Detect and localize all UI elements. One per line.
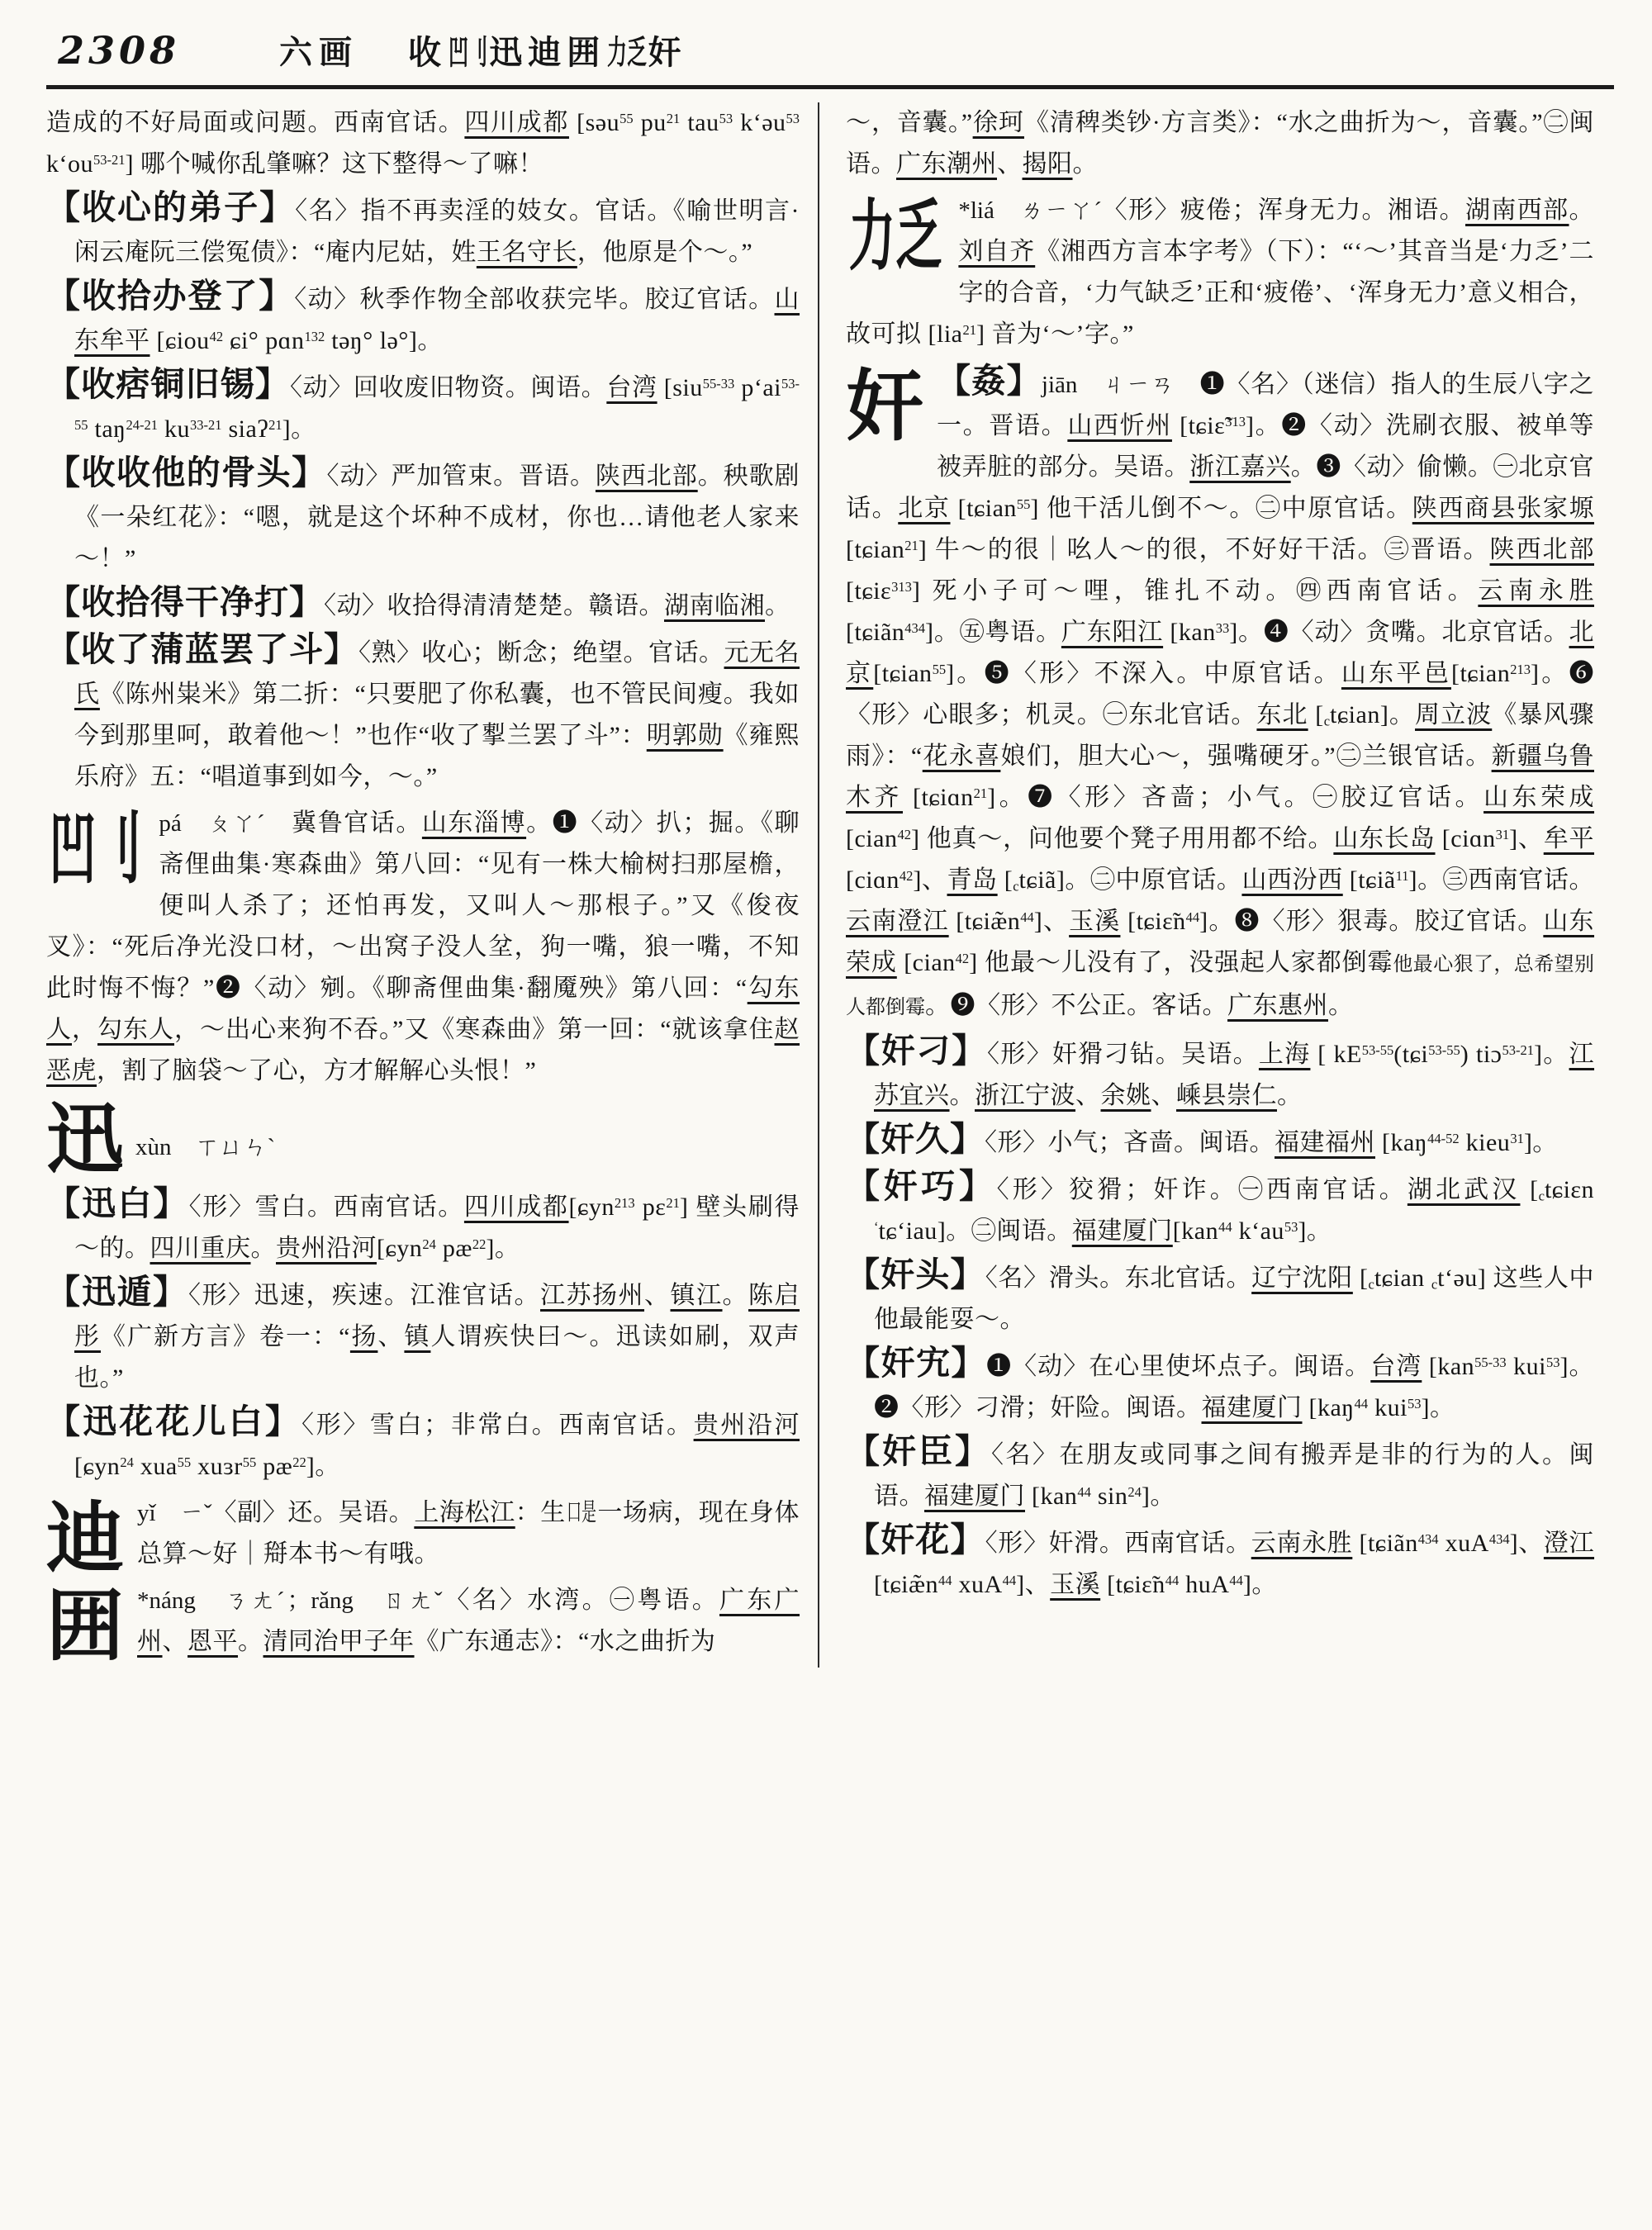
proper-noun: 四川重庆 — [150, 1235, 251, 1262]
dict-entry: 【奸久】〈形〉小气；吝啬。闽语。福建福州 [kaŋ$^{44-52}$ kieu$^{31}$]。 — [846, 1120, 1558, 1158]
proper-noun: 湖南临湘 — [664, 592, 765, 619]
entry-headword: 【奸宄】 — [846, 1344, 987, 1382]
pronunciation: jiān ㄐㄧㄢ — [1041, 372, 1175, 398]
dict-entry: 奸 【姦】jiān ㄐㄧㄢ ❶〈名〉（迷信）指人的生辰八字之一。晋语。山西忻州 [tɕiɛ̃$^{313}$]。❷〈动〉洗刷衣服、被单等被弄脏的部分。吴语。浙江嘉兴。❸〈动〉偷懒。㊀北京官话。北京 [tɕian$^{55}$] 他干活儿倒不～。㊁中原官话。陕西商县张家塬 [tɕian$^{21}$] 牛～的很｜吆人～的很，不好好干活。㊂晋语。陕西北部 [tɕiɛ$^{313}$] 死小子可～哩，锥扎不动。㊃西南官话。云南永胜 [tɕiãn$^{434}$]。㊄粤语。广东阳江 [kan$^{33}$]。❹〈动〉贪嘴。北京官话。北京[tɕian$^{55}$]。❺〈形〉不深入。中原官话。山东平邑[tɕian$^{213}$]。❻〈形〉心眼多；机灵。㊀东北官话。东北 $[_ctɕian]$。周立波《暴风骤雨》：“花永喜娘们，胆大心～，强嘴硬牙。”㊁兰银官话。新疆乌鲁木齐 [tɕiɑn$^{21}$]。❼〈形〉吝啬；小气。㊀胶辽官话。山东荣成 [cian$^{42}$] 他真～，问他要个凳子用用都不给。山东长岛 [ciɑn$^{31}$]、牟平 [ciɑn$^{42}$]、青岛 $[_ctɕiã]$。㊁中原官话。山西汾西 [tɕiã$^{11}$]。㊂西南官话。云南澄江 $[tɕiæ̃n^{44}]$、玉溪 $[tɕiɛ̃n^{44}]$。❽〈形〉狠毒。胶辽官话。山东荣成 [cian$^{42}$] 他最～儿没有了，没强起人家都倒霉他最心狠了，总希望别人都倒霉。❾〈形〉不公正。客话。广东惠州。 — [846, 362, 1595, 1019]
proper-noun: 元无名氏 — [74, 639, 800, 708]
proper-noun: 湖北武汉 — [1407, 1176, 1521, 1203]
dict-entry — [46, 1098, 800, 1184]
dict-entry: 【奸花】〈形〉奸滑。西南官话。云南永胜 [tɕiãn$^{434}$ xuA$^{434}$]、澄江 [$tɕiæ̃n^{44}$ xuA$^{44}$]、玉溪 [$tɕiɛ̃n^{44}$ huA$^{44}$]。 — [846, 1521, 1595, 1598]
dict-entry: 【收收他的骨头】〈动〉严加管束。晋语。陕西北部。秧歌剧《一朵红花》：“嗯，就是这个坏种不成材，你也…请他老人家来～！” — [46, 453, 800, 572]
proper-noun: 北京 — [898, 495, 951, 522]
proper-noun: 镇 — [404, 1323, 431, 1350]
dict-entry: 【迅花花儿白】〈形〉雪白；非常白。西南官话。贵州沿河 [ɕyn$^{24}$ xua$^{55}$ xuɜr$^{55}$ $pæ^{22}$]。 — [46, 1402, 800, 1480]
dict-entry: 【奸头】〈名〉滑头。东北官话。辽宁沈阳 [$_ctɕian$ $_c$t‘əu] 这些人中他最能耍～。 — [846, 1255, 1594, 1333]
proper-noun: 浙江嘉兴 — [1189, 453, 1291, 481]
proper-noun: 新疆乌鲁木齐 — [846, 743, 1594, 811]
proper-noun: 花永喜 — [922, 743, 1001, 770]
header-rule — [46, 85, 1614, 89]
entry-headword: 【奸刁】 — [846, 1032, 988, 1070]
small-text: 他最心狠了，总希望别人都倒霉 — [846, 954, 1594, 1018]
proper-noun: 台湾 — [1370, 1353, 1422, 1380]
dict-entry: 造成的不好局面或问题。西南官话。四川成都 [səu$^{55}$ $pu^{21}$ tau$^{53}$ k‘əu$^{53}$ $k‘ou^{53-21}$] 哪个喊你乱肇嘛？这下整得～了嘛！ — [46, 109, 800, 178]
proper-noun: 东北 — [1256, 701, 1308, 728]
dict-entry: 【迅白】〈形〉雪白。西南官话。四川成都[ɕyn$^{213}$ pɛ$^{21}$] 壁头刷得～的。四川重庆。贵州沿河[ɕyn$^{24}$ $pæ^{22}$]。 — [46, 1184, 800, 1262]
proper-noun: 福建福州 — [1275, 1129, 1375, 1156]
proper-noun: 北京 — [846, 619, 1595, 687]
proper-noun: 余姚 — [1100, 1082, 1151, 1109]
proper-noun: 台湾 — [606, 374, 657, 401]
proper-noun: 云南永胜 — [1478, 577, 1594, 605]
proper-noun: 陕西商县张家塬 — [1412, 495, 1595, 522]
proper-noun: 广东潮州 — [896, 150, 997, 178]
stroke-section-label: 六画 — [279, 34, 359, 71]
proper-noun: 山东荣成 — [846, 908, 1595, 976]
proper-noun: 山东长岛 — [1333, 825, 1436, 852]
dict-entry: 【奸刁】〈形〉奸猾刁钻。吴语。上海 [ $kE^{53-55}(tɕi^{53-55})$ tiɔ$^{53-21}$]。江苏宜兴。浙江宁波、余姚、嵊县崇仁。 — [846, 1032, 1595, 1109]
column-right — [818, 102, 1594, 1668]
proper-noun: 山西忻州 — [1067, 412, 1172, 439]
proper-noun: 辽宁沈阳 — [1251, 1264, 1353, 1292]
content-columns — [46, 102, 1614, 1668]
page-number: 2308 — [58, 28, 181, 73]
proper-noun: 牟平 — [1543, 825, 1595, 852]
proper-noun: 湖南西部 — [1465, 197, 1569, 224]
proper-noun: 陈启彤 — [74, 1282, 800, 1350]
proper-noun: 揭阳 — [1022, 150, 1073, 178]
proper-noun: 四川成都 — [464, 109, 569, 136]
proper-noun: 澄江 — [1543, 1530, 1595, 1557]
proper-noun: 山东荣成 — [1483, 784, 1595, 811]
pronunciation: xùn ㄒㄩㄣˋ — [135, 1134, 276, 1160]
headword-character: 囲 — [46, 1584, 125, 1670]
proper-noun: 浙江宁波 — [975, 1082, 1075, 1109]
proper-noun: 嵊县崇仁 — [1176, 1082, 1277, 1109]
proper-noun: 明郭勋 — [646, 722, 724, 749]
composed-character: 口是 — [567, 1499, 597, 1526]
entry-headword: 【奸头】 — [846, 1255, 985, 1293]
proper-noun: 四川成都 — [463, 1193, 569, 1221]
entry-headword: 【收拾办登了】 — [46, 277, 295, 315]
proper-noun: 福建厦门 — [1201, 1394, 1303, 1421]
proper-noun: 山东牟平 — [74, 286, 800, 354]
headword-character: 力乏 — [848, 194, 942, 280]
proper-noun: 上海松江 — [414, 1499, 515, 1526]
proper-noun: 广东阳江 — [1061, 619, 1164, 646]
proper-noun: 陕西北部 — [595, 463, 698, 490]
proper-noun: 周立波 — [1415, 701, 1493, 728]
proper-noun: 勾东人 — [97, 1016, 174, 1043]
proper-noun: 贵州沿河 — [276, 1235, 377, 1262]
entry-headword: 【迅白】 — [46, 1184, 189, 1222]
column-left — [46, 102, 818, 1668]
proper-noun: 王名守长 — [476, 239, 577, 266]
proper-noun: 赵恶虎 — [46, 1016, 800, 1084]
entry-headword: 【收了蒲蓝罢了斗】 — [46, 630, 358, 668]
proper-noun: 广东惠州 — [1227, 992, 1328, 1019]
dict-entry: 囲 *náng ㄋㄤˊ；rǎng ㄖㄤˇ〈名〉水湾。㊀粤语。广东广州、恩平。清同治甲子年《广东通志》：“水之曲折为 — [46, 1584, 800, 1670]
composed-character: 凹刂 — [448, 34, 488, 71]
dict-entry: 【奸臣】〈名〉在朋友或同事之间有搬弄是非的行为的人。闽语。福建厦门 [kan$^{44}$ $\sin^{24}$]。 — [846, 1432, 1595, 1510]
proper-noun: 山东淄博 — [421, 809, 527, 837]
proper-noun: 镇江 — [670, 1282, 723, 1309]
proper-noun: 徐珂 — [972, 109, 1024, 136]
dict-entry: ～，音囊。”徐珂《清稗类钞·方言类》：“水之曲折为～，音囊。”㊁闽语。广东潮州、揭阳。 — [846, 109, 1594, 178]
dict-entry: 【收心的弟子】〈名〉指不再卖淫的妓女。官话。《喻世明言·闲云庵阮三偿冤债》：“庵内尼姑，姓王名守长，他原是个～。” — [46, 188, 800, 266]
proper-noun: 刘自齐 — [958, 238, 1036, 265]
dict-entry: 【奸宄】❶〈动〉在心里使坏点子。闽语。台湾 [kan$^{55-33}$ kui$^{53}$]。❷〈形〉刁滑；奸险。闽语。福建厦门 [kaŋ$^{44}$ kui$^{53}$]。 — [846, 1344, 1595, 1421]
headword-character: 凹刂 — [49, 807, 143, 893]
pronunciation: *náng ㄋㄤˊ；rǎng ㄖㄤˇ — [137, 1587, 445, 1614]
entry-headword: 【奸花】 — [846, 1521, 985, 1559]
entry-headword: 【奸久】 — [846, 1120, 985, 1158]
entry-headword: 【收收他的骨头】 — [46, 453, 327, 491]
dict-entry: 迪yǐ ㄧˇ〈副〉还。吴语。上海松江：生口是一场病，现在身体总算～好｜搿本书～有哦。 — [46, 1492, 800, 1575]
pronunciation: pá ㄆㄚˊ — [159, 810, 266, 837]
proper-noun: 上海 — [1258, 1041, 1311, 1068]
proper-noun: 江苏扬州 — [540, 1282, 644, 1309]
proper-noun: 清同治甲子年 — [263, 1628, 415, 1655]
proper-noun: 福建厦门 — [924, 1483, 1025, 1510]
entry-headword: 【奸巧】 — [846, 1167, 997, 1205]
proper-noun: 玉溪 — [1069, 908, 1121, 935]
entry-headword: 【姦】 — [937, 362, 1042, 400]
proper-noun: 广东广州 — [137, 1587, 800, 1655]
dict-entry: 【收痞铜旧锡】〈动〉回收废旧物资。闽语。台湾 [siu$^{55-33}$ $p‘ai^{53-55}$ taŋ$^{24-21}$ $ku^{33-21}$ siaʔ$^{21}$]。 — [46, 365, 800, 443]
proper-noun: 贵州沿河 — [693, 1412, 800, 1439]
entry-headword: 【收痞铜旧锡】 — [46, 365, 290, 403]
entry-headword: 【迅遁】 — [46, 1273, 188, 1311]
dict-entry: 凹刂 pá ㄆㄚˊ 冀鲁官话。山东淄博。❶〈动〉扒；掘。《聊斋俚曲集·寒森曲》第八回：“见有一株大榆树扫那屋檐，便叫人杀了；还怕再发，又叫人～那根子。”又《俊夜叉》：“死后净光没口材，～出窝子没人坌，狗一嘴，狼一嘴，不知此时悔不悔？”❷〈动〉剜。《聊斋俚曲集·翻魇殃》第八回：“勾东人，勾东人，～出心来狗不吞。”又《寒森曲》第一回：“就该拿住赵恶虎，割了脑袋～了心，方才解解心头恨！” — [46, 807, 800, 1084]
pronunciation: *liá ㄌㄧㄚˊ — [958, 197, 1103, 224]
proper-noun: 玉溪 — [1050, 1571, 1101, 1598]
proper-noun: 陕西北部 — [1489, 536, 1594, 563]
dict-entry: 【奸巧】〈形〉狡猾；奸诈。㊀西南官话。湖北武汉 [$_ctɕiɛn$ ‘tɕ‘iau]。㊁闽语。福建厦门[kan$^{44}$ $k‘au^{53}$]。 — [846, 1167, 1595, 1245]
headword-character: 迅 — [46, 1098, 125, 1184]
header-character-list: 收凹刂迅迪囲力乏奸 — [408, 26, 686, 74]
page-header — [46, 21, 1614, 82]
dict-entry: 【收了蒲蓝罢了斗】〈熟〉收心；断念；绝望。官话。元无名氏《陈州粜米》第二折：“只要肥了你私囊，也不管民间瘦。我如今到那里呵，敢着他～！”也作“收了揧兰罢了斗”：明郭勋《雍熙乐府》五：“唱道事到如今，～。” — [46, 630, 800, 790]
proper-noun: 福建厦门 — [1071, 1217, 1173, 1245]
composed-character: 力乏 — [606, 34, 647, 71]
pronunciation: yǐ ㄧˇ — [137, 1500, 212, 1526]
headword-character: 奸 — [846, 364, 924, 450]
proper-noun: 青岛 — [947, 866, 998, 894]
entry-headword: 【迅花花儿白】 — [46, 1402, 301, 1440]
headword-character: 迪 — [46, 1497, 125, 1582]
proper-noun: 云南永胜 — [1251, 1530, 1353, 1557]
entry-headword: 【奸臣】 — [846, 1432, 991, 1470]
dict-entry: 【收拾办登了】〈动〉秋季作物全部收获完毕。胶辽官话。山东牟平 [ɕiou$^{42}$ ɕi° pɑn$^{132}$ təŋ° lə°]。 — [46, 277, 800, 354]
dict-entry: 力乏 *liá ㄌㄧㄚˊ〈形〉疲倦；浑身无力。湘语。湖南西部。刘自齐《湘西方言本字考》（下）：“‘～’其音当是‘力乏’二字的合音，‘力气缺乏’正和‘疲倦’、‘浑身无力’意义相合，故可拟 [lia$^{21}$] 音为‘～’字。” — [846, 194, 1595, 348]
proper-noun: 云南澄江 — [846, 908, 949, 935]
proper-noun: 山东平邑 — [1341, 660, 1451, 687]
dict-entry: 【收拾得干净打】〈动〉收拾得清清楚楚。赣语。湖南临湘。 — [46, 583, 790, 621]
proper-noun: 山西汾西 — [1241, 866, 1343, 894]
proper-noun: 恩平 — [188, 1628, 239, 1655]
dict-entry: 【迅遁】〈形〉迅速，疾速。江淮官话。江苏扬州、镇江。陈启彤《广新方言》卷一：“扬、镇人谓疾快曰～。迅读如刷，双声也。” — [46, 1273, 800, 1392]
proper-noun: 勾东人 — [46, 975, 800, 1043]
proper-noun: 江苏宜兴 — [874, 1041, 1595, 1109]
entry-headword: 【收心的弟子】 — [46, 188, 296, 226]
proper-noun: 扬 — [349, 1323, 378, 1350]
entry-headword: 【收拾得干净打】 — [46, 583, 324, 621]
